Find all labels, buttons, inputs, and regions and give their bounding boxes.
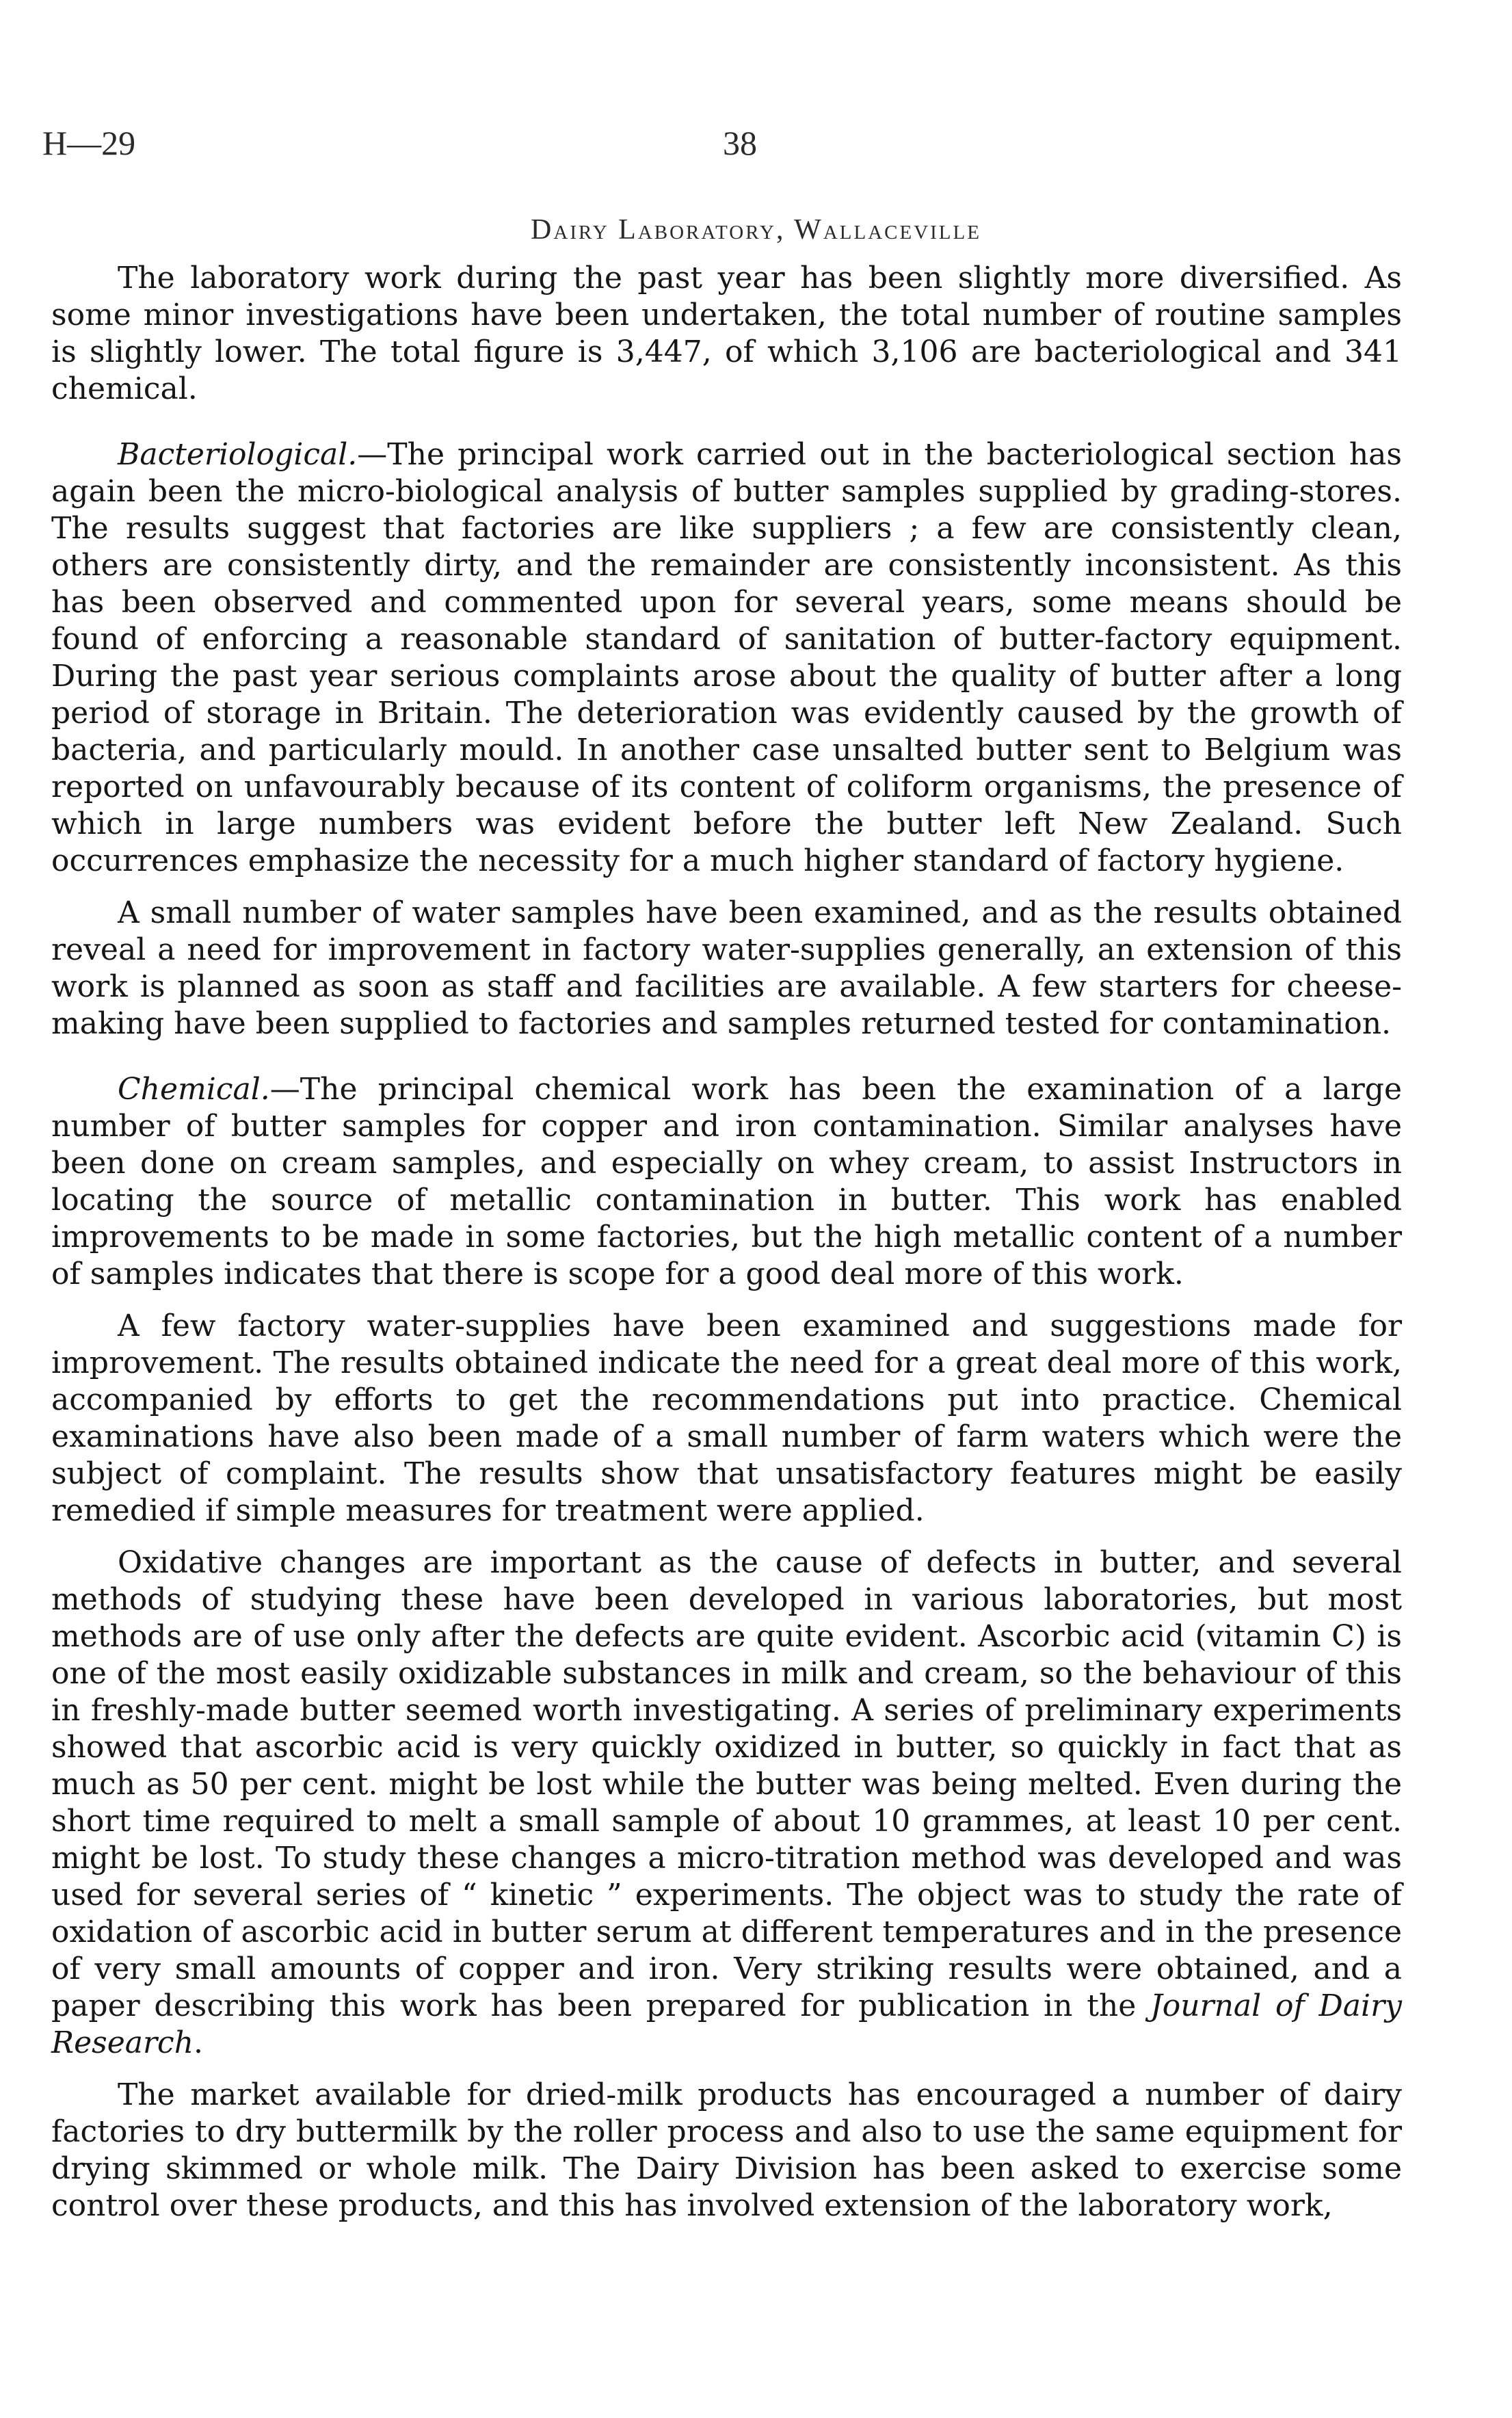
paragraph-text: —The principal work carried out in the bacteriological section has again been the micro-biological analysis of butter samples supplied by grading-stores. The results suggest that factories are like suppliers ; a few are consistently clean, others are consistently dirty, and the remainder are consistently inconsistent. As this has been observed and commented upon for several years, some means should be found of enforcing a reasonable standard of sanitation of butter-factory equipment. During the past year serious complaints arose about the quality of butter after a long period of storage in Britain. The deterioration was evidently caused by the growth of bacteria, and particularly mould. In another case unsalted butter sent to Belgium was reported on unfavourably because of its content of coliform organisms, the presence of which in large numbers was evident before the butter left New Zealand. Such occurrences emphasize the necessity for a much higher standard of factory hygiene. <box>51 437 1402 878</box>
paragraph-oxidative-changes <box>51 1545 1402 2062</box>
paragraph-lead: Chemical. <box>118 1072 270 1107</box>
journal-title: Journal of Dairy Research <box>51 1988 1402 2060</box>
section-title: Dairy Laboratory, Wallaceville <box>531 214 981 246</box>
paragraph-intro <box>51 260 1402 408</box>
paragraph-lead: Bacteriological. <box>118 437 358 472</box>
paragraph-text: A few factory water-supplies have been examined and suggestions made for improvement. The results obtained indicate the need for a great deal more of this work, accompanied by efforts to get the recommendations put into practice. Chemical examinations have also been made of a small number of farm waters which were the subject of complaint. The results show that unsatisfactory features might be easily remedied if simple measures for treatment were applied. <box>51 1309 1402 1528</box>
paragraph-text: The market available for dried-milk products has encouraged a number of dairy factories to dry buttermilk by the roller process and also to use the same equipment for drying skimmed or whole milk. The Dairy Division has been asked to exercise some control over these products, and this has involved extension of the laboratory work, <box>51 2077 1402 2223</box>
paragraph-text: Oxidative changes are important as the cause of defects in butter, and several methods of studying these have been developed in various laboratories, but most methods are of use only after the defects are quite evident. Ascorbic acid (vitamin C) is one of the most easily oxidizable substances in milk and cream, so the behaviour of this in freshly-made butter seemed worth investigating. A series of preliminary experiments showed that ascorbic acid is very quickly oxidized in butter, so quickly in fact that as much as 50 per cent. might be lost while the butter was being melted. Even during the short time required to melt a small sample of about 10 grammes, at least 10 per cent. might be lost. To study these changes a micro-titration method was developed and was used for several series of “ kinetic ” experiments. The object was to study the rate of oxidation of ascorbic acid in butter serum at different temperatures and in the presence of very small amounts of copper and iron. Very striking results were obtained, and a paper describing this work has been prepared for publication in the <box>51 1545 1402 2023</box>
paragraph-text: The laboratory work during the past year has been slightly more diversified. As some minor investigations have been undertaken, the total number of routine samples is slightly lower. The total figure is 3,447, of which 3,106 are bacteriological and 341 chemical. <box>51 261 1402 406</box>
paragraph-water-supplies <box>51 1308 1402 1529</box>
paragraph-tail: . <box>194 2025 204 2060</box>
page-number: 38 <box>723 124 757 162</box>
paragraph-chemical <box>51 1071 1402 1293</box>
paragraph-dried-milk <box>51 2077 1402 2224</box>
paragraph-bacteriological <box>51 436 1402 880</box>
body-text <box>51 260 1402 2239</box>
paragraph-text: —The principal chemical work has been the examination of a large number of butter samples for copper and iron contamination. Similar analyses have been done on cream samples, and especially on whey cream, to assist Instructors in locating the source of metallic contamination in butter. This work has enabled improvements to be made in some factories, but the high metallic content of a number of samples indicates that there is scope for a good deal more of this work. <box>51 1072 1402 1291</box>
paragraph-text: A small number of water samples have been examined, and as the results obtained reveal a need for improvement in factory water-supplies generally, an extension of this work is planned as soon as staff and facilities are available. A few starters for cheese-making have been supplied to factories and samples returned tested for contamination. <box>51 895 1402 1041</box>
document-reference: H—29 <box>42 124 136 162</box>
page-header <box>42 123 1437 171</box>
paragraph-water-samples <box>51 895 1402 1042</box>
